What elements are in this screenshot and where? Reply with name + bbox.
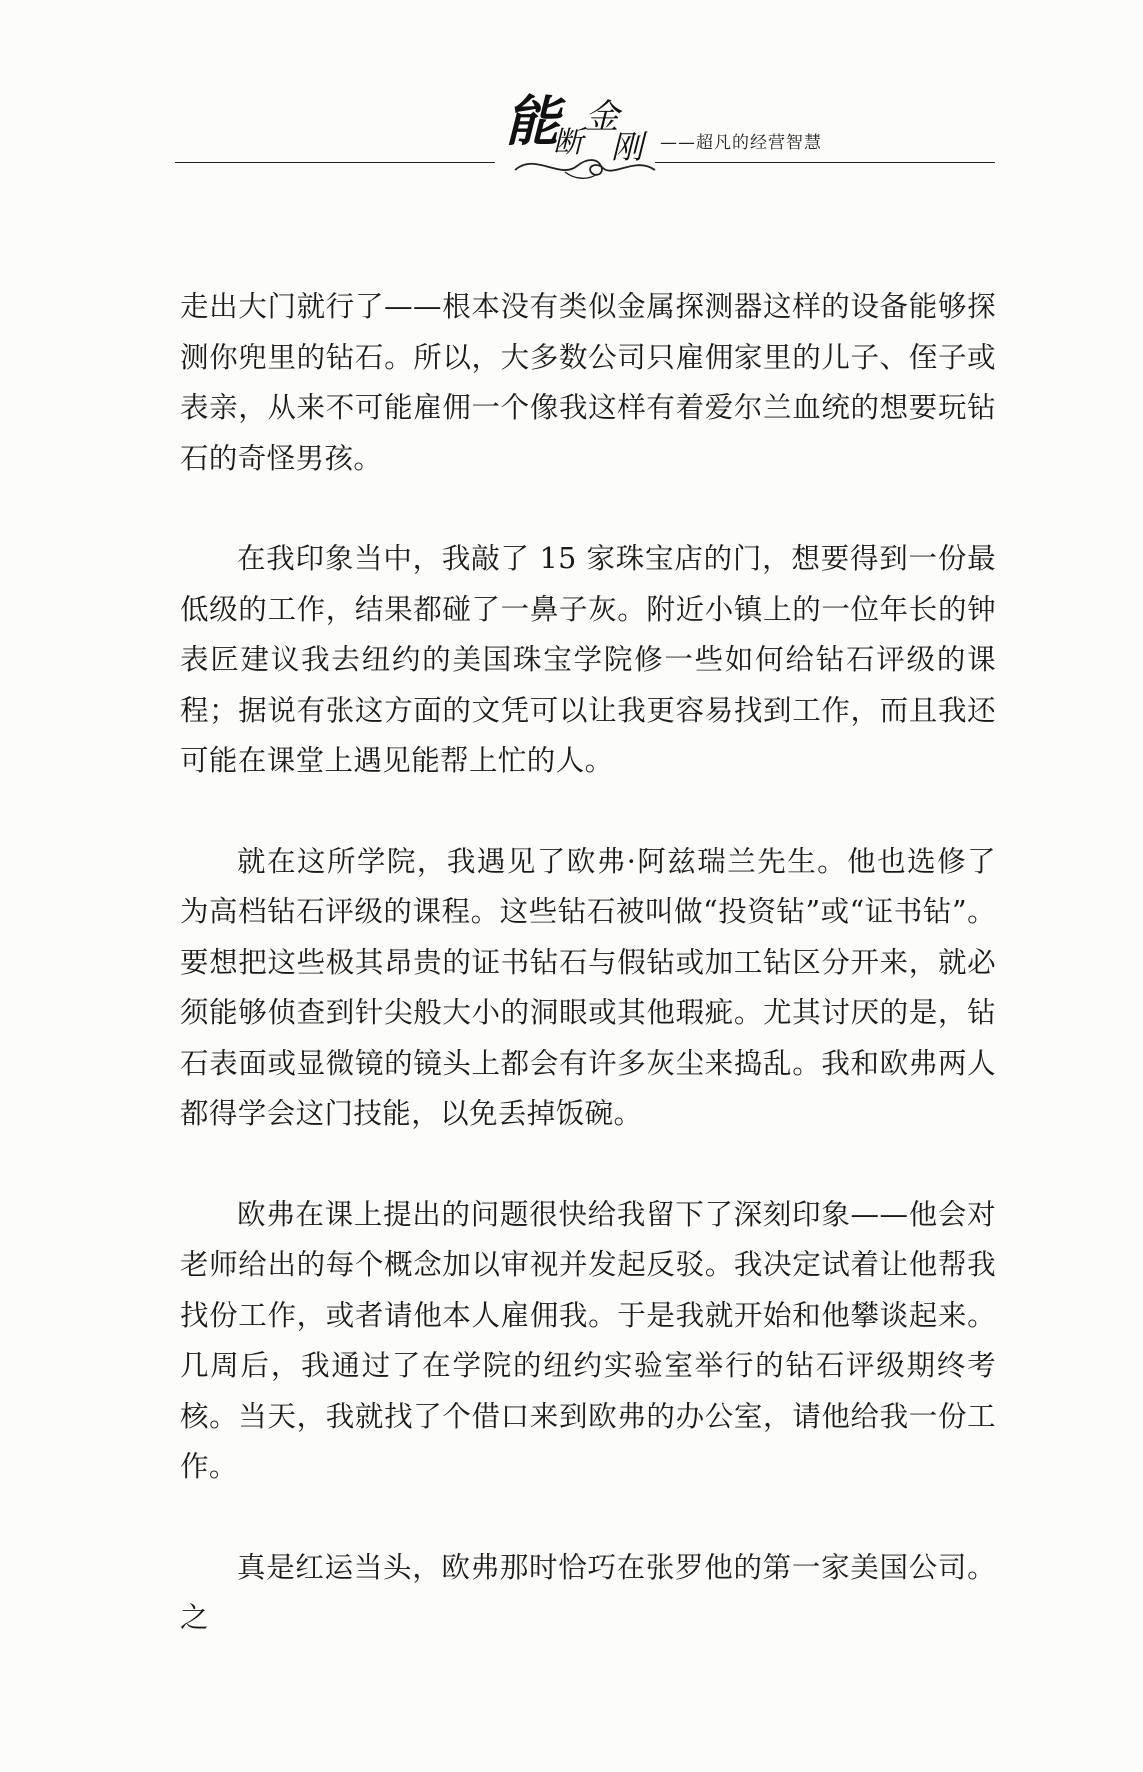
logo-char-jin: 金 [585, 97, 619, 137]
logo-char-gang: 刚 [611, 128, 644, 166]
header-subtitle: ——超凡的经营智慧 [660, 133, 822, 153]
logo-char-neng: 能 [505, 89, 559, 153]
logo-char-duan: 断 [553, 125, 583, 160]
paragraph-3: 就在这所学院，我遇见了欧弗·阿兹瑞兰先生。他也选修了为高档钻石评级的课程。这些钻石被叫做“投资钻”或“证书钻”。要想把这些极其昂贵的证书钻石与假钻或加工钻区分开来，就必须能够侦查到针尖般大小的洞眼或其他瑕疵。尤其讨厌的是，钻石表面或显微镜的镜头上都会有许多灰尘来捣乱。我和欧弗两人都得学会这门技能，以免丢掉饭碗。 [180, 844, 996, 1130]
body-text [180, 282, 996, 1644]
paragraph-2: 在我印象当中，我敲了 15 家珠宝店的门，想要得到一份最低级的工作，结果都碰了一鼻子灰。附近小镇上的一位年长的钟表匠建议我去纽约的美国珠宝学院修一些如何给钻石评级的课程；据说有张这方面的文凭可以让我更容易找到工作，而且我还可能在课堂上遇见能帮上忙的人。 [180, 542, 996, 777]
paragraph-1: 走出大门就行了——根本没有类似金属探测器这样的设备能够探测你兜里的钻石。所以，大多数公司只雇佣家里的儿子、侄子或表亲，从来不可能雇佣一个像我这样有着爱尔兰血统的想要玩钻石的奇怪男孩。 [180, 290, 996, 475]
book-title-logo [505, 80, 685, 180]
running-header [175, 80, 995, 190]
paragraph-5: 真是红运当头，欧弗那时恰巧在张罗他的第一家美国公司。之 [180, 1550, 996, 1634]
paragraph-4: 欧弗在课上提出的问题很快给我留下了深刻印象——他会对老师给出的每个概念加以审视并发起反驳。我决定试着让他帮我找份工作，或者请他本人雇佣我。于是我就开始和他攀谈起来。几周后，我通过了在学院的纽约实验室举行的钻石评级期终考核。当天，我就找了个借口来到欧弗的办公室，请他给我一份工作。 [180, 1197, 996, 1483]
